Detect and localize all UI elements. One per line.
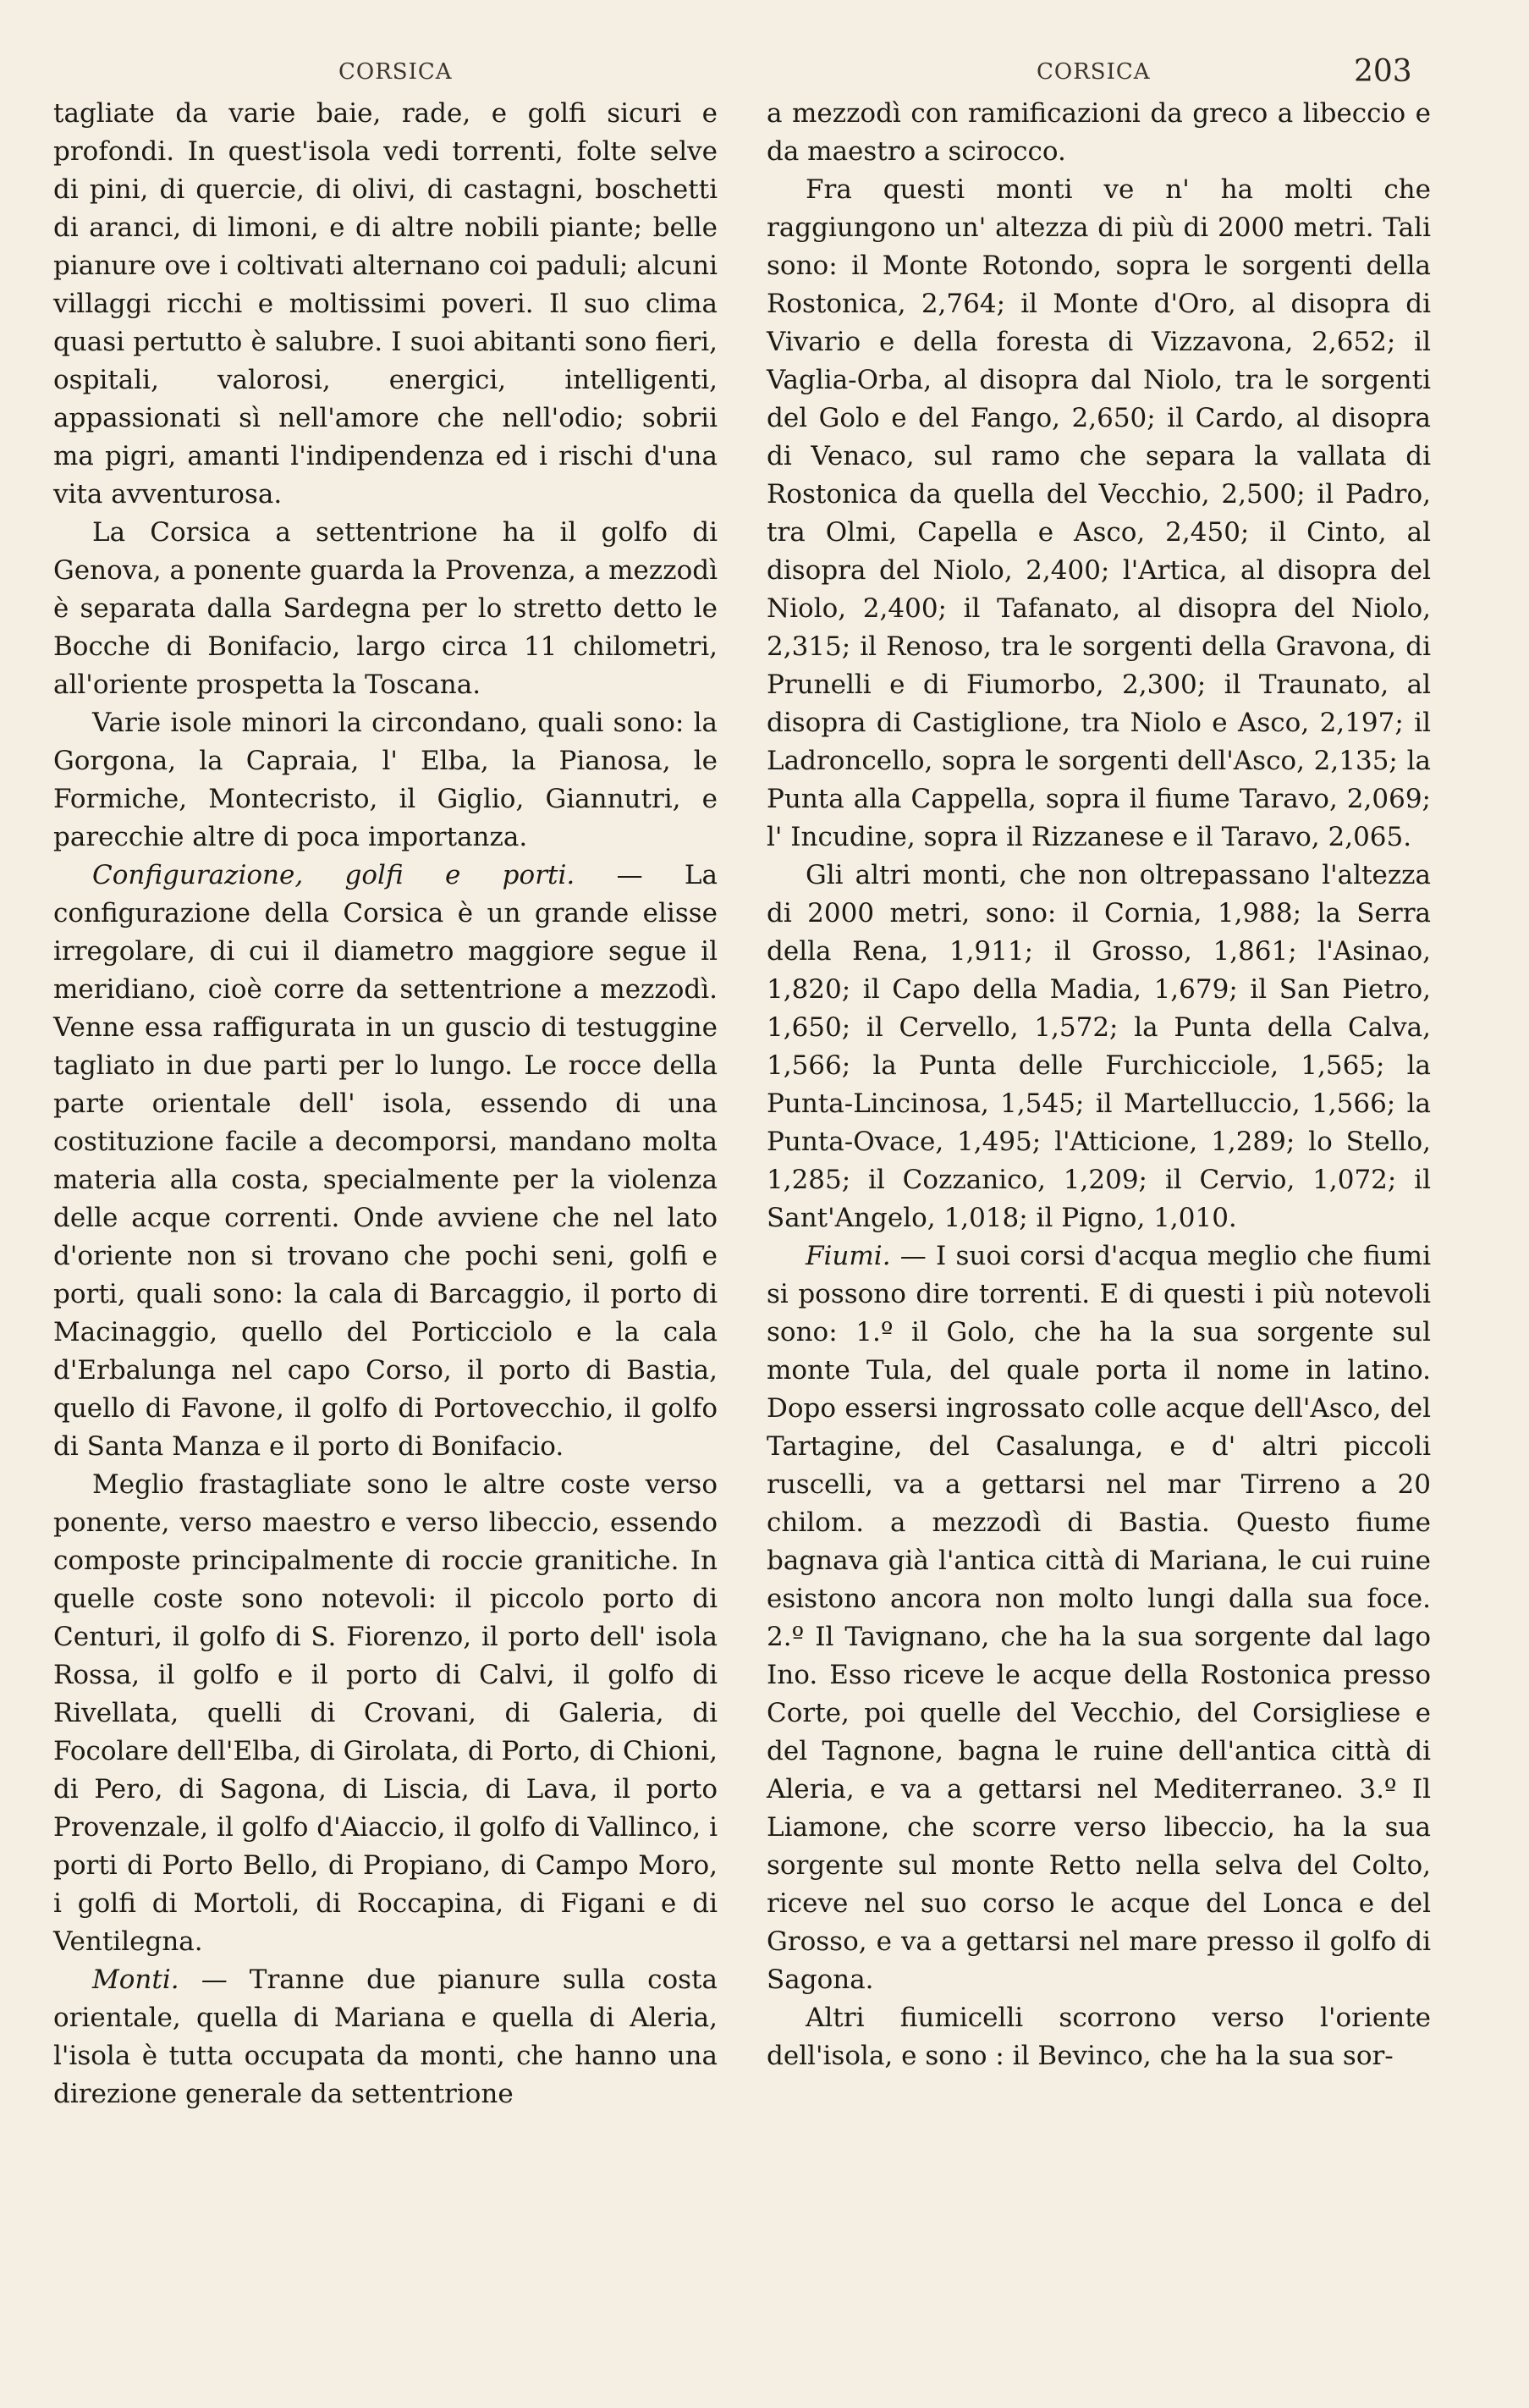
paragraph: a mezzodì con ramificazioni da greco a libeccio e da maestro a scirocco. bbox=[767, 98, 1431, 167]
right-text-column bbox=[767, 95, 1431, 2075]
paragraph: Varie isole minori la circondano, quali sono: la Gorgona, la Capraia, l' Elba, la Pianosa, le Formiche, Montecristo, il Giglio, Giannutri, e parecchie altre di poca importanza. bbox=[53, 708, 718, 852]
paragraph: tagliate da varie baie, rade, e golfi sicuri e profondi. In quest'isola vedi torrenti, folte selve di pini, di quercie, di olivi, di castagni, boschetti di aranci, di limoni, e di altre nobili piante; belle pianure ove i coltivati alternano coi paduli; alcuni villaggi ricchi e moltissimi poveri. Il suo clima quasi pertutto è salubre. I suoi abitanti sono fieri, ospitali, valorosi, energici, intelligenti, appassionati sì nell'amore che nell'odio; sobrii ma pigri, amanti l'indipendenza ed i rischi d'una vita avventurosa. bbox=[53, 98, 718, 510]
paragraph: Meglio frastagliate sono le altre coste verso ponente, verso maestro e verso libeccio, essendo composte principalmente di roccie granitiche. In quelle coste sono notevoli: il piccolo porto di Centuri, il golfo di S. Fiorenzo, il porto dell' isola Rossa, il golfo e il porto di Calvi, il golfo di Rivellata, quelli di Crovani, di Galeria, di Focolare dell'Elba, di Girolata, di Porto, di Chioni, di Pero, di Sagona, di Liscia, di Lava, il porto Provenzale, il golfo d'Aiaccio, il golfo di Vallinco, i porti di Porto Bello, di Propiano, di Campo Moro, i golfi di Mortoli, di Roccapina, di Figani e di Ventilegna. bbox=[53, 1469, 718, 1957]
paragraph: Altri fiumicelli scorrono verso l'oriente dell'isola, e sono : il Bevinco, che ha la sua sor- bbox=[767, 2003, 1431, 2071]
running-head-right: CORSICA bbox=[1037, 59, 1151, 85]
paragraph: Gli altri monti, che non oltrepassano l'altezza di 2000 metri, sono: il Cornia, 1,988; la Serra della Rena, 1,911; il Grosso, 1,861; l'Asinao, 1,820; il Capo della Madia, 1,679; il San Pietro, 1,650; il Cervello, 1,572; la Punta della Calva, 1,566; la Punta delle Furchicciole, 1,565; la Punta-Lincinosa, 1,545; il Martelluccio, 1,566; la Punta-Ovace, 1,495; l'Atticione, 1,289; lo Stello, 1,285; il Cozzanico, 1,209; il Cervio, 1,072; il Sant'Angelo, 1,018; il Pigno, 1,010. bbox=[767, 860, 1431, 1233]
paragraph: Fra questi monti ve n' ha molti che raggiungono un' altezza di più di 2000 metri. Tali sono: il Monte Rotondo, sopra le sorgenti della Rostonica, 2,764; il Monte d'Oro, al disopra di Vivario e della foresta di Vizzavona, 2,652; il Vaglia-Orba, al disopra dal Niolo, tra le sorgenti del Golo e del Fango, 2,650; il Cardo, al disopra di Venaco, sul ramo che separa la vallata di Rostonica da quella del Vecchio, 2,500; il Padro, tra Olmi, Capella e Asco, 2,450; il Cinto, al disopra del Niolo, 2,400; l'Artica, al disopra del Niolo, 2,400; il Tafanato, al disopra del Niolo, 2,315; il Renoso, tra le sorgenti della Gravona, di Prunelli e di Fiumorbo, 2,300; il Traunato, al disopra di Castiglione, tra Niolo e Asco, 2,197; il Ladroncello, sopra le sorgenti dell'Asco, 2,135; la Punta alla Cappella, sopra il fiume Taravo, 2,069; l' Incudine, sopra il Rizzanese e il Taravo, 2,065. bbox=[767, 174, 1431, 852]
paragraph-configurazione: Configurazione, golfi e porti. — La configurazione della Corsica è un grande elisse irregolare, di cui il diametro maggiore segue il meridiano, cioè corre da settentrione a mezzodì. Venne essa raffigurata in un guscio di testuggine tagliato in due parti per lo lungo. Le rocce della parte orientale dell' isola, essendo di una costituzione facile a decomporsi, mandano molta materia alla costa, specialmente per la violenza delle acque correnti. Onde avviene che nel lato d'oriente non si trovano che pochi seni, golfi e porti, quali sono: la cala di Barcaggio, il porto di Macinaggio, quello del Porticciolo e la cala d'Erbalunga nel capo Corso, il porto di Bastia, quello di Favone, il golfo di Portovecchio, il golfo di Santa Manza e il porto di Bonifacio. bbox=[53, 860, 718, 1462]
paragraph-fiumi: Fiumi. — I suoi corsi d'acqua meglio che fiumi si possono dire torrenti. E di questi i più notevoli sono: 1.º il Golo, che ha la sua sorgente sul monte Tula, del quale porta il nome in latino. Dopo essersi ingrossato colle acque dell'Asco, del Tartagine, del Casalunga, e d' altri piccoli ruscelli, va a gettarsi nel mar Tirreno a 20 chilom. a mezzodì di Bastia. Questo fiume bagnava già l'antica città di Mariana, le cui ruine esistono ancora non molto lungi dalla sua foce. 2.º Il Tavignano, che ha la sua sorgente dal lago Ino. Esso riceve le acque della Rostonica presso Corte, poi quelle del Vecchio, del Corsigliese e del Tagnone, bagna le ruine dell'antica città di Aleria, e va a gettarsi nel Mediterraneo. 3.º Il Liamone, che scorre verso libeccio, ha la sua sorgente sul monte Retto nella selva del Colto, riceve nel suo corso le acque del Lonca e del Grosso, e va a gettarsi nel mare presso il golfo di Sagona. bbox=[767, 1241, 1431, 1995]
section-lead: Configurazione, golfi e porti. bbox=[92, 860, 575, 890]
section-lead: Monti. bbox=[92, 1964, 179, 1995]
paragraph: La Corsica a settentrione ha il golfo di Genova, a ponente guarda la Provenza, a mezzodì è separata dalla Sardegna per lo stretto detto le Bocche di Bonifacio, largo circa 11 chilometri, all'oriente prospetta la Toscana. bbox=[53, 517, 718, 700]
section-lead: Fiumi. bbox=[806, 1241, 891, 1271]
page-number: 203 bbox=[1354, 54, 1412, 89]
paragraph-monti: Monti. — Tranne due pianure sulla costa orientale, quella di Mariana e quella di Aleria, l'isola è tutta occupata da monti, che hanno una direzione generale da settentrione bbox=[53, 1964, 718, 2109]
running-head-left: CORSICA bbox=[338, 59, 453, 85]
left-text-column bbox=[53, 95, 718, 2113]
